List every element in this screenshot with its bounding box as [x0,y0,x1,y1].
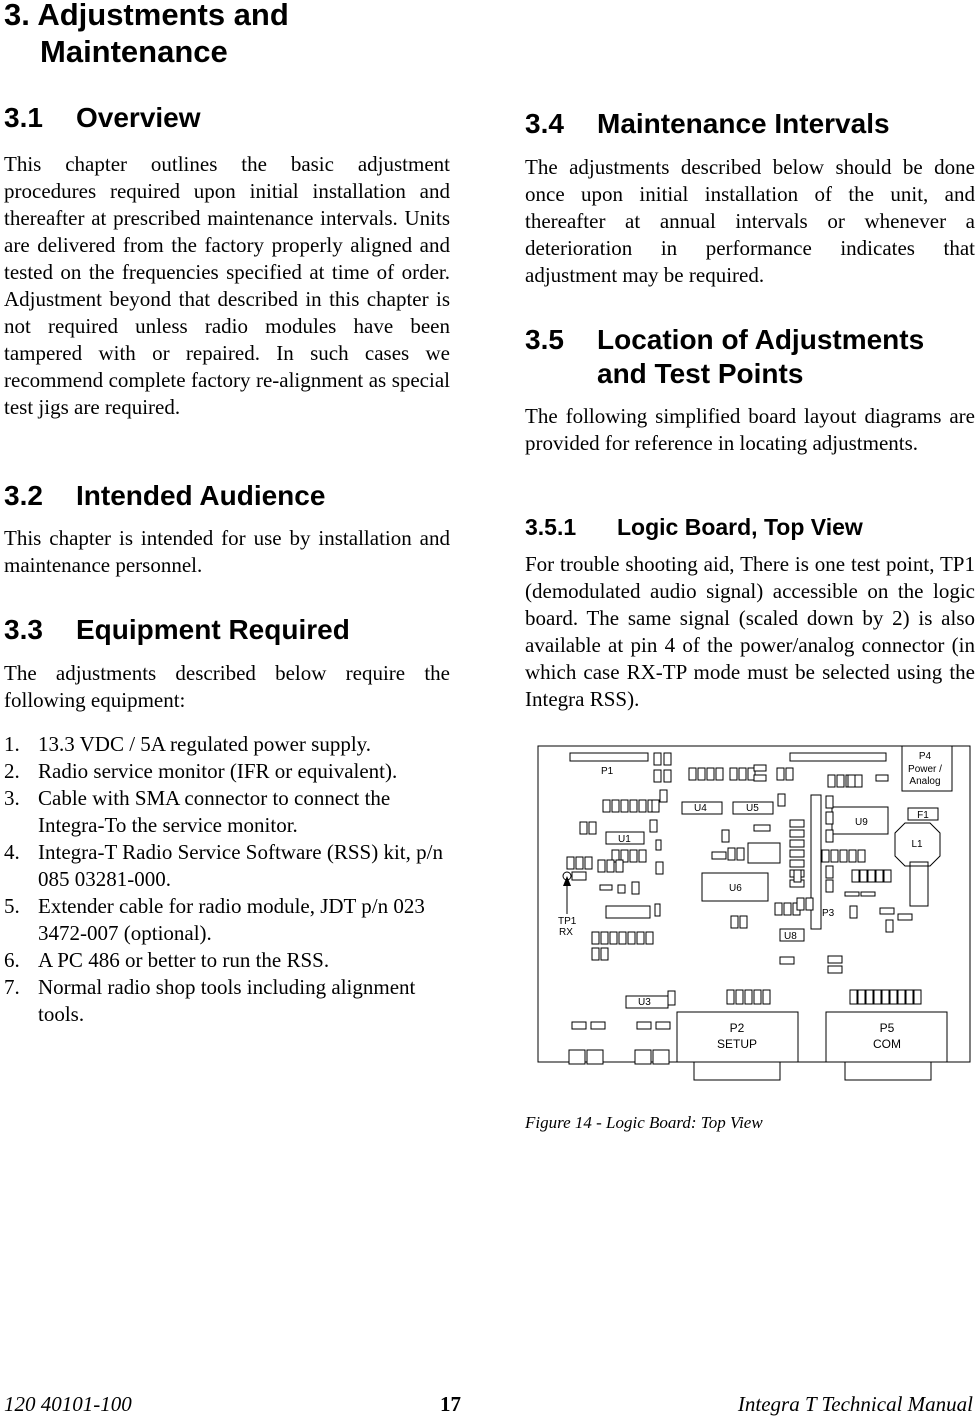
component [797,898,804,910]
label-p4-analog: Analog [909,776,941,787]
component [790,840,804,847]
component [731,916,738,928]
component [880,908,894,914]
component [637,932,644,944]
component [639,800,646,812]
module [606,906,650,918]
label-p3: P3 [822,908,835,919]
label-p1: P1 [601,766,614,777]
component [618,885,625,893]
module [748,843,780,863]
section-title: Logic Board, Top View [617,514,863,540]
component [850,990,857,1004]
section-3-2-heading [4,479,325,513]
component [632,882,639,894]
equipment-list [4,731,450,1028]
section-number: 3.2 [4,480,43,511]
component [826,812,833,824]
list-text: Normal radio shop tools including alignment tools. [38,975,416,1026]
component [654,753,661,765]
component [754,825,770,831]
component [828,775,835,787]
component [653,1050,669,1064]
component [826,830,833,842]
list-text: Integra-T Radio Service Software (RSS) kit, p/n 085 03281-000. [38,840,443,891]
component [737,848,744,860]
section-number: 3.5.1 [525,514,577,540]
component [736,990,743,1004]
label-u3: U3 [638,997,651,1008]
section-3-2-text: This chapter is intended for use by installation and maintenance personnel. [4,526,450,577]
component [707,768,714,780]
component [716,768,723,780]
label-u8: U8 [784,931,797,942]
component [858,850,865,862]
section-3-3-text: The adjustments described below require the following equipment: [4,661,450,712]
section-number: 3.1 [4,102,43,133]
label-u9: U9 [855,817,868,828]
component [860,870,867,882]
board-outline [538,746,970,1062]
component [745,990,752,1004]
section-number: 3.4 [525,108,564,139]
component [763,990,770,1004]
component [884,870,891,882]
component [576,857,583,869]
component [828,956,842,963]
component [650,820,657,832]
component [780,957,794,964]
component [567,857,574,869]
component [630,850,637,862]
list-text: Radio service monitor (IFR or equivalent). [38,759,398,783]
component [616,860,623,872]
component [572,1022,586,1029]
component [656,862,663,874]
component [874,990,881,1004]
component [849,850,856,862]
p5-plug [845,1062,931,1080]
component [790,820,804,827]
component [655,904,660,916]
component [728,848,735,860]
component [740,916,747,928]
section-3-5-1-text: For trouble shooting aid, There is one test point, TP1 (demodulated audio signal) accessible on the logic board. The same signal (scaled down by 2) is also available at pin 4 of the power/analog connector (in which case RX-TP mode must be selected using the Integra RSS). [525,552,975,711]
list-text: Cable with SMA connector to connect the Integra-To the service monitor. [38,786,391,837]
list-item [4,731,450,758]
chapter-title-line1: 3. Adjustments and [4,0,289,32]
component [698,768,705,780]
component [664,770,671,782]
list-text: 13.3 VDC / 5A regulated power supply. [38,732,372,756]
component [619,932,626,944]
p2-plug [694,1062,780,1080]
component [607,860,614,872]
component [639,850,646,862]
footer-manual-title: Integra T Technical Manual [737,1392,973,1416]
component [591,1022,605,1029]
component [852,870,859,882]
list-item [4,758,450,785]
footer-doc-number: 120 40101-100 [4,1392,132,1416]
component [882,990,889,1004]
component [730,768,737,780]
component [826,796,833,808]
component [850,906,857,918]
component [840,850,847,862]
component [775,903,782,915]
list-text: A PC 486 or better to run the RSS. [38,948,330,972]
component [621,800,628,812]
label-rx: RX [559,927,573,938]
component [855,775,862,787]
component [635,1050,651,1064]
component [646,932,653,944]
label-u1: U1 [618,834,631,845]
component [589,822,596,834]
component [790,830,804,837]
section-title: Intended Audience [76,480,326,511]
component [580,822,587,834]
component [890,990,897,1004]
component [806,898,813,910]
section-3-1-text: This chapter outlines the basic adjustment procedures required upon initial installation and thereafter at prescribed maintenance intervals. Units are delivered from the factory properly aligned and tested on the frequencies specified at time of order. Adjustment beyond that described in this chapter is not required unless radio modules have been tampered with or repaired. In such cases we recommend complete factory re-alignment as special test jigs are required. [4,152,450,419]
component [587,1050,603,1064]
label-tp1: TP1 [558,916,577,927]
p1-connector [570,753,648,761]
capacitor [910,862,928,906]
component [660,790,667,802]
component [600,885,612,890]
section-title: Maintenance Intervals [597,108,890,139]
component [786,768,793,780]
list-text: Extender cable for radio module, JDT p/n 023 3472-007 (optional). [38,894,425,945]
component [898,990,905,1004]
component [778,794,785,806]
component [826,866,833,878]
component [828,966,842,973]
component [585,857,592,869]
component [868,870,875,882]
component [598,860,605,872]
component [898,914,912,920]
label-u6: U6 [729,883,742,894]
component [826,880,833,892]
component [906,990,913,1004]
component [876,775,888,781]
component [777,768,784,780]
chapter-title [4,0,289,70]
section-title: Location of Adjustments [597,324,925,355]
section-3-5-text: The following simplified board layout diagrams are provided for reference in locating adjustments. [525,404,975,455]
section-3-4-heading [525,107,890,141]
list-number: 3. [4,786,20,810]
section-3-5-1-heading [525,513,863,541]
component [592,932,599,944]
component [722,830,729,842]
label-u4: U4 [694,803,707,814]
component [652,800,659,812]
component [727,990,734,1004]
label-p4-power: Power / [908,764,942,775]
label-p2: P2 [729,1021,745,1035]
component [637,1022,651,1029]
component [822,850,829,862]
component [739,768,746,780]
component [592,948,599,960]
section-3-4-text: The adjustments described below should be done once upon initial installation of the unit, and thereafter at annual intervals or whenever a deterioration in performance indicates that adjustment may be required. [525,155,975,287]
component [569,1050,585,1064]
section-title-line2: and Test Points [597,358,804,389]
component [886,920,893,932]
section-title: Overview [76,102,201,133]
list-number: 1. [4,732,20,756]
section-3-3-heading [4,613,350,647]
component [784,903,791,915]
section-3-5-heading [525,323,924,391]
list-item [4,893,450,947]
list-number: 4. [4,840,20,864]
component [754,765,766,771]
list-number: 7. [4,975,20,999]
label-f1: F1 [917,810,929,821]
top-connector [790,753,886,761]
section-number: 3.5 [525,324,564,355]
list-item [4,947,450,974]
component [914,990,921,1004]
component [630,800,637,812]
component [754,990,761,1004]
component [837,775,844,787]
label-p5: P5 [879,1021,895,1035]
component [790,850,804,857]
component [712,852,726,859]
label-p4: P4 [918,751,932,762]
section-number: 3.3 [4,614,43,645]
footer-page-number: 17 [440,1392,461,1416]
component [845,892,859,896]
list-item [4,974,450,1028]
component [601,948,608,960]
component [858,990,865,1004]
component [656,1022,670,1029]
section-3-1-heading [4,101,201,135]
logic-board-diagram [520,744,975,1084]
label-u5: U5 [746,803,759,814]
chapter-title-line2: Maintenance [40,34,228,69]
section-title: Equipment Required [76,614,350,645]
label-p5-com: COM [873,1037,901,1051]
component [668,991,675,1005]
list-item [4,839,450,893]
component [876,870,883,882]
component [603,800,610,812]
component [601,932,608,944]
components [567,753,921,1064]
component [794,870,801,882]
component [572,872,586,880]
list-number: 2. [4,759,20,783]
component [628,932,635,944]
figure-caption: Figure 14 - Logic Board: Top View [525,1113,763,1132]
list-number: 5. [4,894,20,918]
label-p2-setup: SETUP [716,1037,758,1051]
component [689,768,696,780]
component [831,850,838,862]
list-number: 6. [4,948,20,972]
component [754,775,766,781]
component [848,775,855,787]
component [610,932,617,944]
component [656,840,661,850]
component [654,770,661,782]
component [790,860,804,867]
component [861,892,875,896]
list-item [4,785,450,839]
component [866,990,873,1004]
tp1-arrowhead [563,876,571,886]
label-l1: L1 [911,839,923,850]
component [612,800,619,812]
component [664,753,671,765]
